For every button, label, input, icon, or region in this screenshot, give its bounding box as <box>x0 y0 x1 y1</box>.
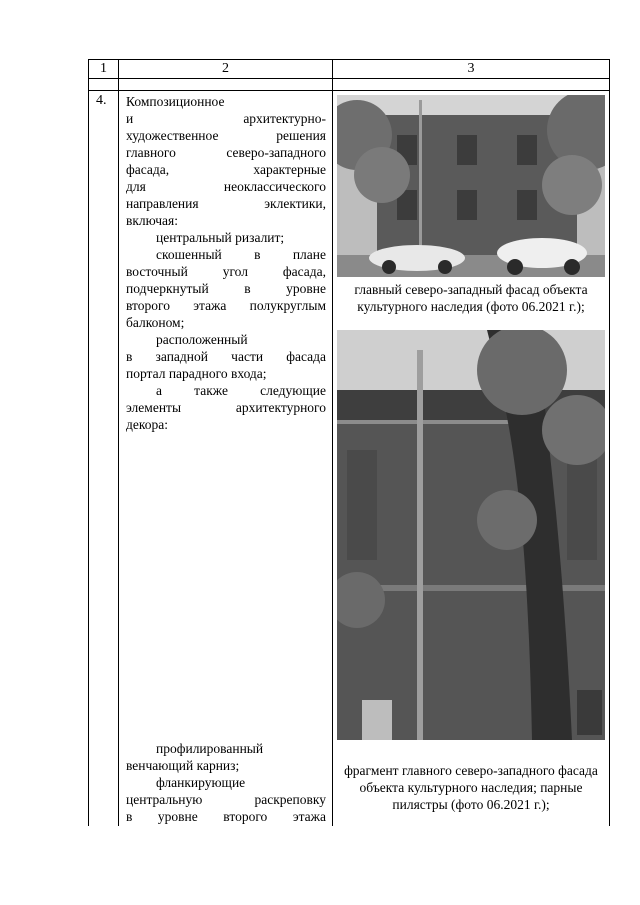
facade-photo <box>337 95 605 277</box>
row-description-continued <box>126 740 326 825</box>
header-col-2: 2 <box>222 61 229 76</box>
pilasters-photo <box>337 330 605 740</box>
intro-line: и архитектурно- <box>126 111 326 126</box>
table-col-divider-2 <box>332 59 333 826</box>
pilasters-photo-caption: фрагмент главного северо-западного фасада объекта культурного наследия; парные пилястры (фото 06.2021 г.); <box>344 763 598 812</box>
list-item-corner-line: второго этажа полукруглым <box>126 298 326 313</box>
list-item-decor-line: декора: <box>126 417 168 432</box>
list-item-corner-line: балконом; <box>126 315 185 330</box>
table-col-divider-1 <box>118 59 119 826</box>
intro-line: художественное решения <box>126 128 326 143</box>
intro-line: Композиционное <box>126 94 225 109</box>
table-border-right <box>609 59 610 826</box>
list-item-decor-line: элементы архитектурного <box>126 400 326 415</box>
list-item-portal-line: расположенный <box>156 332 248 347</box>
intro-line: направления эклектики, <box>126 196 326 211</box>
row-number: 4. <box>96 93 107 108</box>
list-item-corner-line: подчеркнутый в уровне <box>126 281 326 296</box>
header-col-1: 1 <box>100 61 107 76</box>
list-item-pilaster-line: в уровне второго этажа <box>126 809 326 824</box>
table-header-bottom <box>88 78 609 79</box>
list-item-pilaster-line: фланкирующие <box>156 775 246 790</box>
table-border-left <box>88 59 89 826</box>
list-item-pilaster-line: центральную раскреповку <box>126 792 326 807</box>
header-col-3: 3 <box>467 61 475 76</box>
list-item-portal-line: в западной части фасада <box>126 349 326 364</box>
row-description <box>126 93 326 433</box>
list-item-cornice-line: профилированный <box>156 741 264 756</box>
list-item-cornice-line: венчающий карниз; <box>126 758 240 773</box>
intro-line: фасада, характерные <box>126 162 326 177</box>
list-item-risalit: центральный ризалит; <box>156 230 285 245</box>
table-spacer-bottom <box>88 90 609 91</box>
intro-line: главного северо-западного <box>126 145 326 160</box>
facade-photo-caption: главный северо-западный фасад объекта культурного наследия (фото 06.2021 г.); <box>354 282 588 314</box>
intro-line: для неоклассического <box>126 179 326 194</box>
intro-line: включая: <box>126 213 178 228</box>
list-item-decor-line: а также следующие <box>156 383 326 398</box>
list-item-portal-line: портал парадного входа; <box>126 366 267 381</box>
list-item-corner-line: восточный угол фасада, <box>126 264 326 279</box>
list-item-corner-line: скошенный в плане <box>156 247 326 262</box>
